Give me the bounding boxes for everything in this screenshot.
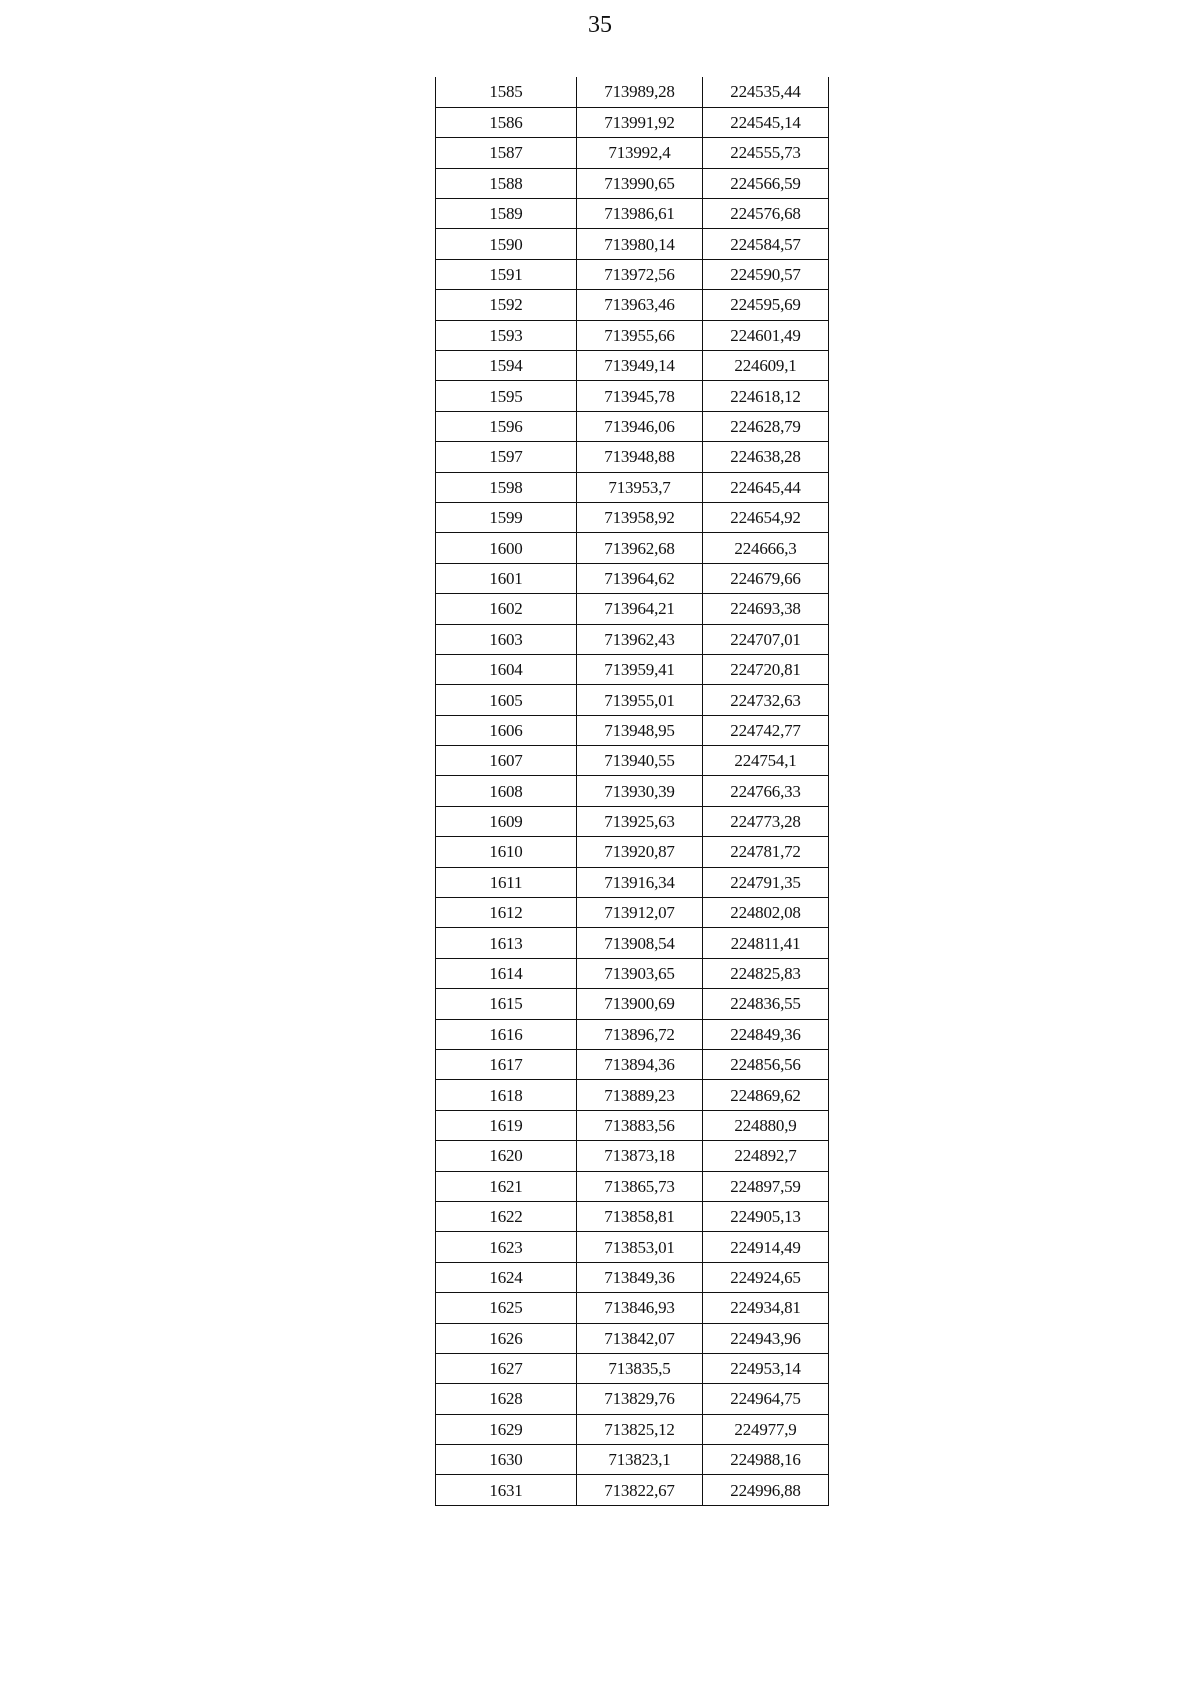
x-coordinate-cell: 713842,07	[577, 1323, 703, 1353]
y-coordinate-cell: 224545,14	[703, 107, 829, 137]
x-coordinate-cell: 713964,62	[577, 563, 703, 593]
table-row	[436, 1445, 829, 1475]
x-coordinate-cell: 713940,55	[577, 746, 703, 776]
y-coordinate-cell: 224964,75	[703, 1384, 829, 1414]
y-coordinate-cell: 224856,56	[703, 1050, 829, 1080]
x-coordinate-cell: 713963,46	[577, 290, 703, 320]
point-number-cell: 1593	[436, 320, 577, 350]
point-number-cell: 1604	[436, 654, 577, 684]
table-row	[436, 928, 829, 958]
y-coordinate-cell: 224953,14	[703, 1353, 829, 1383]
point-number-cell: 1605	[436, 685, 577, 715]
y-coordinate-cell: 224601,49	[703, 320, 829, 350]
point-number-cell: 1625	[436, 1293, 577, 1323]
table-row	[436, 1141, 829, 1171]
y-coordinate-cell: 224618,12	[703, 381, 829, 411]
table-row	[436, 229, 829, 259]
y-coordinate-cell: 224732,63	[703, 685, 829, 715]
y-coordinate-cell: 224924,65	[703, 1262, 829, 1292]
table-row	[436, 898, 829, 928]
y-coordinate-cell: 224766,33	[703, 776, 829, 806]
point-number-cell: 1597	[436, 442, 577, 472]
point-number-cell: 1626	[436, 1323, 577, 1353]
point-number-cell: 1586	[436, 107, 577, 137]
y-coordinate-cell: 224934,81	[703, 1293, 829, 1323]
y-coordinate-cell: 224584,57	[703, 229, 829, 259]
y-coordinate-cell: 224773,28	[703, 806, 829, 836]
x-coordinate-cell: 713873,18	[577, 1141, 703, 1171]
coordinates-table-body	[436, 77, 829, 1505]
point-number-cell: 1589	[436, 199, 577, 229]
y-coordinate-cell: 224566,59	[703, 168, 829, 198]
point-number-cell: 1594	[436, 351, 577, 381]
x-coordinate-cell: 713953,7	[577, 472, 703, 502]
point-number-cell: 1627	[436, 1353, 577, 1383]
y-coordinate-cell: 224791,35	[703, 867, 829, 897]
y-coordinate-cell: 224595,69	[703, 290, 829, 320]
x-coordinate-cell: 713989,28	[577, 77, 703, 107]
table-row	[436, 837, 829, 867]
y-coordinate-cell: 224914,49	[703, 1232, 829, 1262]
y-coordinate-cell: 224988,16	[703, 1445, 829, 1475]
x-coordinate-cell: 713980,14	[577, 229, 703, 259]
x-coordinate-cell: 713900,69	[577, 989, 703, 1019]
x-coordinate-cell: 713853,01	[577, 1232, 703, 1262]
x-coordinate-cell: 713955,01	[577, 685, 703, 715]
table-row	[436, 502, 829, 532]
x-coordinate-cell: 713946,06	[577, 411, 703, 441]
table-row	[436, 1384, 829, 1414]
table-row	[436, 1110, 829, 1140]
y-coordinate-cell: 224742,77	[703, 715, 829, 745]
point-number-cell: 1588	[436, 168, 577, 198]
y-coordinate-cell: 224555,73	[703, 138, 829, 168]
table-row	[436, 563, 829, 593]
x-coordinate-cell: 713896,72	[577, 1019, 703, 1049]
table-row	[436, 1262, 829, 1292]
point-number-cell: 1592	[436, 290, 577, 320]
x-coordinate-cell: 713865,73	[577, 1171, 703, 1201]
x-coordinate-cell: 713903,65	[577, 958, 703, 988]
table-row	[436, 685, 829, 715]
point-number-cell: 1628	[436, 1384, 577, 1414]
x-coordinate-cell: 713883,56	[577, 1110, 703, 1140]
table-row	[436, 1050, 829, 1080]
table-row	[436, 259, 829, 289]
table-row	[436, 411, 829, 441]
y-coordinate-cell: 224707,01	[703, 624, 829, 654]
point-number-cell: 1587	[436, 138, 577, 168]
x-coordinate-cell: 713822,67	[577, 1475, 703, 1505]
y-coordinate-cell: 224576,68	[703, 199, 829, 229]
point-number-cell: 1601	[436, 563, 577, 593]
point-number-cell: 1622	[436, 1201, 577, 1231]
table-row	[436, 746, 829, 776]
point-number-cell: 1629	[436, 1414, 577, 1444]
y-coordinate-cell: 224977,9	[703, 1414, 829, 1444]
table-row	[436, 1019, 829, 1049]
x-coordinate-cell: 713908,54	[577, 928, 703, 958]
y-coordinate-cell: 224754,1	[703, 746, 829, 776]
y-coordinate-cell: 224535,44	[703, 77, 829, 107]
table-row	[436, 442, 829, 472]
table-row	[436, 1293, 829, 1323]
x-coordinate-cell: 713992,4	[577, 138, 703, 168]
point-number-cell: 1618	[436, 1080, 577, 1110]
x-coordinate-cell: 713990,65	[577, 168, 703, 198]
point-number-cell: 1620	[436, 1141, 577, 1171]
point-number-cell: 1630	[436, 1445, 577, 1475]
x-coordinate-cell: 713986,61	[577, 199, 703, 229]
table-row	[436, 320, 829, 350]
point-number-cell: 1615	[436, 989, 577, 1019]
x-coordinate-cell: 713894,36	[577, 1050, 703, 1080]
point-number-cell: 1595	[436, 381, 577, 411]
y-coordinate-cell: 224880,9	[703, 1110, 829, 1140]
point-number-cell: 1608	[436, 776, 577, 806]
point-number-cell: 1591	[436, 259, 577, 289]
table-row	[436, 107, 829, 137]
table-row	[436, 1232, 829, 1262]
table-row	[436, 958, 829, 988]
x-coordinate-cell: 713962,68	[577, 533, 703, 563]
y-coordinate-cell: 224645,44	[703, 472, 829, 502]
table-row	[436, 1353, 829, 1383]
x-coordinate-cell: 713972,56	[577, 259, 703, 289]
point-number-cell: 1612	[436, 898, 577, 928]
table-row	[436, 806, 829, 836]
y-coordinate-cell: 224590,57	[703, 259, 829, 289]
table-row	[436, 1201, 829, 1231]
y-coordinate-cell: 224811,41	[703, 928, 829, 958]
y-coordinate-cell: 224892,7	[703, 1141, 829, 1171]
point-number-cell: 1609	[436, 806, 577, 836]
x-coordinate-cell: 713846,93	[577, 1293, 703, 1323]
point-number-cell: 1602	[436, 594, 577, 624]
point-number-cell: 1623	[436, 1232, 577, 1262]
y-coordinate-cell: 224849,36	[703, 1019, 829, 1049]
table-row	[436, 351, 829, 381]
y-coordinate-cell: 224869,62	[703, 1080, 829, 1110]
table-row	[436, 381, 829, 411]
table-row	[436, 290, 829, 320]
point-number-cell: 1590	[436, 229, 577, 259]
x-coordinate-cell: 713916,34	[577, 867, 703, 897]
y-coordinate-cell: 224679,66	[703, 563, 829, 593]
table-row	[436, 654, 829, 684]
point-number-cell: 1613	[436, 928, 577, 958]
table-row	[436, 1171, 829, 1201]
x-coordinate-cell: 713945,78	[577, 381, 703, 411]
table-row	[436, 715, 829, 745]
table-row	[436, 138, 829, 168]
y-coordinate-cell: 224905,13	[703, 1201, 829, 1231]
y-coordinate-cell: 224996,88	[703, 1475, 829, 1505]
table-row	[436, 199, 829, 229]
table-row	[436, 77, 829, 107]
point-number-cell: 1614	[436, 958, 577, 988]
x-coordinate-cell: 713948,88	[577, 442, 703, 472]
table-row	[436, 624, 829, 654]
x-coordinate-cell: 713958,92	[577, 502, 703, 532]
y-coordinate-cell: 224897,59	[703, 1171, 829, 1201]
x-coordinate-cell: 713825,12	[577, 1414, 703, 1444]
table-row	[436, 776, 829, 806]
x-coordinate-cell: 713920,87	[577, 837, 703, 867]
y-coordinate-cell: 224720,81	[703, 654, 829, 684]
x-coordinate-cell: 713835,5	[577, 1353, 703, 1383]
x-coordinate-cell: 713889,23	[577, 1080, 703, 1110]
y-coordinate-cell: 224836,55	[703, 989, 829, 1019]
point-number-cell: 1598	[436, 472, 577, 502]
table-row	[436, 168, 829, 198]
table-row	[436, 1080, 829, 1110]
table-row	[436, 1414, 829, 1444]
table-row	[436, 533, 829, 563]
x-coordinate-cell: 713964,21	[577, 594, 703, 624]
point-number-cell: 1631	[436, 1475, 577, 1505]
x-coordinate-cell: 713829,76	[577, 1384, 703, 1414]
x-coordinate-cell: 713962,43	[577, 624, 703, 654]
point-number-cell: 1619	[436, 1110, 577, 1140]
y-coordinate-cell: 224825,83	[703, 958, 829, 988]
page-number: 35	[588, 12, 612, 38]
x-coordinate-cell: 713949,14	[577, 351, 703, 381]
table-row	[436, 594, 829, 624]
y-coordinate-cell: 224781,72	[703, 837, 829, 867]
point-number-cell: 1616	[436, 1019, 577, 1049]
point-number-cell: 1600	[436, 533, 577, 563]
y-coordinate-cell: 224654,92	[703, 502, 829, 532]
x-coordinate-cell: 713858,81	[577, 1201, 703, 1231]
x-coordinate-cell: 713925,63	[577, 806, 703, 836]
x-coordinate-cell: 713912,07	[577, 898, 703, 928]
point-number-cell: 1624	[436, 1262, 577, 1292]
y-coordinate-cell: 224628,79	[703, 411, 829, 441]
x-coordinate-cell: 713849,36	[577, 1262, 703, 1292]
y-coordinate-cell: 224609,1	[703, 351, 829, 381]
x-coordinate-cell: 713959,41	[577, 654, 703, 684]
y-coordinate-cell: 224693,38	[703, 594, 829, 624]
point-number-cell: 1603	[436, 624, 577, 654]
point-number-cell: 1596	[436, 411, 577, 441]
x-coordinate-cell: 713991,92	[577, 107, 703, 137]
x-coordinate-cell: 713823,1	[577, 1445, 703, 1475]
table-row	[436, 1323, 829, 1353]
x-coordinate-cell: 713955,66	[577, 320, 703, 350]
coordinates-table	[435, 77, 829, 1506]
point-number-cell: 1617	[436, 1050, 577, 1080]
y-coordinate-cell: 224638,28	[703, 442, 829, 472]
point-number-cell: 1610	[436, 837, 577, 867]
table-row	[436, 867, 829, 897]
y-coordinate-cell: 224943,96	[703, 1323, 829, 1353]
table-row	[436, 1475, 829, 1505]
point-number-cell: 1585	[436, 77, 577, 107]
y-coordinate-cell: 224802,08	[703, 898, 829, 928]
x-coordinate-cell: 713948,95	[577, 715, 703, 745]
point-number-cell: 1607	[436, 746, 577, 776]
point-number-cell: 1621	[436, 1171, 577, 1201]
point-number-cell: 1611	[436, 867, 577, 897]
x-coordinate-cell: 713930,39	[577, 776, 703, 806]
y-coordinate-cell: 224666,3	[703, 533, 829, 563]
table-row	[436, 472, 829, 502]
table-row	[436, 989, 829, 1019]
point-number-cell: 1606	[436, 715, 577, 745]
point-number-cell: 1599	[436, 502, 577, 532]
